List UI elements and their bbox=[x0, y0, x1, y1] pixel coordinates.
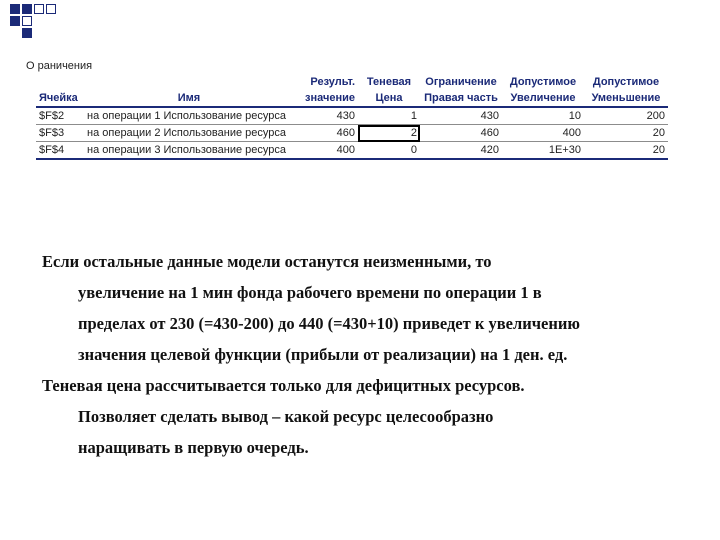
header-cell: Правая часть bbox=[420, 90, 502, 107]
paragraph-line: Теневая цена рассчитывается только для дефицитных ресурсов. bbox=[42, 376, 525, 395]
table-cell[interactable]: 400 bbox=[294, 142, 358, 160]
body-text bbox=[42, 246, 702, 463]
header-cell: Ограничение bbox=[425, 76, 497, 88]
header-cell: Имя bbox=[84, 90, 294, 107]
table-cell[interactable]: 460 bbox=[420, 125, 502, 142]
table-cell[interactable]: 200 bbox=[584, 107, 668, 125]
table-cell[interactable]: 1 bbox=[358, 107, 420, 125]
header-cell: Уменьшение bbox=[584, 90, 668, 107]
header-cell: Увеличение bbox=[502, 90, 584, 107]
paragraph-line: значения целевой функции (прибыли от реализации) на 1 ден. ед. bbox=[78, 345, 568, 364]
table-row bbox=[36, 125, 668, 142]
table-row bbox=[36, 142, 668, 160]
table-cell[interactable]: на операции 3 Использование ресурса bbox=[84, 142, 294, 160]
table-cell[interactable]: $F$3 bbox=[36, 125, 84, 142]
selected-table-cell[interactable]: 2 bbox=[358, 125, 420, 142]
header-cell: Допустимое bbox=[509, 76, 577, 88]
report-title: О раничения bbox=[26, 60, 93, 72]
paragraph-line: Если остальные данные модели останутся неизменными, то bbox=[42, 252, 492, 271]
table-cell[interactable]: на операции 1 Использование ресурса bbox=[84, 107, 294, 125]
header-cell: значение bbox=[294, 90, 358, 107]
paragraph-line: увеличение на 1 мин фонда рабочего времени по операции 1 в bbox=[78, 283, 542, 302]
table-cell[interactable]: 1E+30 bbox=[502, 142, 584, 160]
table-cell[interactable]: 400 bbox=[502, 125, 584, 142]
table-cell[interactable]: 430 bbox=[294, 107, 358, 125]
header-cell: Ячейка bbox=[36, 90, 84, 107]
header-cell bbox=[84, 74, 294, 90]
table-cell[interactable]: 20 bbox=[584, 142, 668, 160]
paragraph-line: пределах от 230 (=430-200) до 440 (=430+10) приведет к увеличению bbox=[78, 314, 580, 333]
header-cell: Цена bbox=[358, 90, 420, 107]
table-cell[interactable]: 10 bbox=[502, 107, 584, 125]
table-cell[interactable]: $F$2 bbox=[36, 107, 84, 125]
table-cell[interactable]: 430 bbox=[420, 107, 502, 125]
table-cell[interactable]: $F$4 bbox=[36, 142, 84, 160]
header-cell bbox=[36, 74, 84, 90]
paragraph-line: Позволяет сделать вывод – какой ресурс целесообразно bbox=[78, 407, 494, 426]
table-cell[interactable]: 460 bbox=[294, 125, 358, 142]
table-cell[interactable]: 20 bbox=[584, 125, 668, 142]
table-row bbox=[36, 107, 668, 125]
table-cell[interactable]: на операции 2 Использование ресурса bbox=[84, 125, 294, 142]
header-cell: Допустимое bbox=[592, 76, 660, 88]
table-cell[interactable]: 420 bbox=[420, 142, 502, 160]
table-cell[interactable]: 0 bbox=[358, 142, 420, 160]
header-cell: Теневая bbox=[366, 76, 412, 88]
constraints-table bbox=[36, 74, 668, 160]
paragraph-line: наращивать в первую очередь. bbox=[78, 438, 309, 457]
header-cell: Результ. bbox=[310, 76, 355, 88]
